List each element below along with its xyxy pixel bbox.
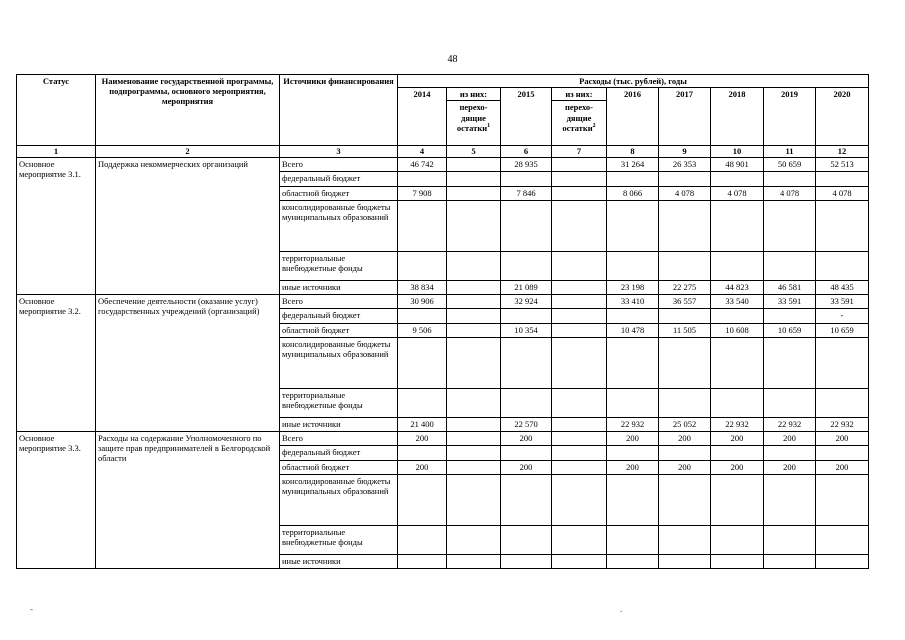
header-carryover-text: перехо-дящие остатки bbox=[562, 102, 593, 133]
value-cell: 33 540 bbox=[711, 294, 764, 308]
value-cell bbox=[552, 294, 607, 308]
value-cell: 48 901 bbox=[711, 157, 764, 171]
column-number: 8 bbox=[607, 146, 659, 157]
source-cell: федеральный бюджет bbox=[280, 308, 398, 323]
value-cell: 38 834 bbox=[398, 280, 447, 294]
value-cell: 30 906 bbox=[398, 294, 447, 308]
value-cell bbox=[447, 388, 501, 417]
value-cell bbox=[501, 525, 552, 554]
source-cell: иные источники bbox=[280, 417, 398, 431]
header-of-them: из них: bbox=[552, 88, 607, 101]
value-cell: 7 908 bbox=[398, 186, 447, 200]
value-cell bbox=[501, 474, 552, 525]
expenses-table bbox=[16, 74, 869, 569]
value-cell bbox=[447, 294, 501, 308]
value-cell bbox=[659, 200, 711, 251]
value-cell bbox=[711, 308, 764, 323]
value-cell bbox=[552, 337, 607, 388]
column-number: 2 bbox=[96, 146, 280, 157]
source-cell: территориальные внебюджетные фонды bbox=[280, 525, 398, 554]
source-cell: консолидированные бюджеты муниципальных образований bbox=[280, 337, 398, 388]
value-cell: 28 935 bbox=[501, 157, 552, 171]
column-number: 6 bbox=[501, 146, 552, 157]
scan-artifact: . bbox=[620, 604, 623, 614]
value-cell: 33 410 bbox=[607, 294, 659, 308]
table-row bbox=[17, 431, 869, 445]
value-cell: 52 513 bbox=[816, 157, 869, 171]
status-cell: Основное мероприятие 3.1. bbox=[17, 157, 96, 294]
value-cell bbox=[398, 200, 447, 251]
value-cell bbox=[764, 388, 816, 417]
page-number: 48 bbox=[447, 54, 458, 65]
source-cell: иные источники bbox=[280, 554, 398, 568]
value-cell bbox=[607, 525, 659, 554]
value-cell bbox=[447, 554, 501, 568]
program-name-cell: Поддержка некоммерческих организаций bbox=[96, 157, 280, 294]
column-number: 10 bbox=[711, 146, 764, 157]
value-cell: 26 353 bbox=[659, 157, 711, 171]
value-cell bbox=[501, 308, 552, 323]
value-cell: 48 435 bbox=[816, 280, 869, 294]
value-cell bbox=[816, 200, 869, 251]
status-cell: Основное мероприятие 3.2. bbox=[17, 294, 96, 431]
value-cell bbox=[398, 525, 447, 554]
header-year: 2016 bbox=[607, 88, 659, 146]
source-cell: Всего bbox=[280, 294, 398, 308]
value-cell: 10 354 bbox=[501, 323, 552, 337]
value-cell: 22 932 bbox=[764, 417, 816, 431]
value-cell bbox=[501, 388, 552, 417]
source-cell: территориальные внебюджетные фонды bbox=[280, 251, 398, 280]
program-name-cell: Обеспечение деятельности (оказание услуг) государственных учреждений (организаций) bbox=[96, 294, 280, 431]
value-cell bbox=[552, 460, 607, 474]
value-cell: 10 478 bbox=[607, 323, 659, 337]
value-cell bbox=[552, 525, 607, 554]
value-cell: 200 bbox=[607, 460, 659, 474]
value-cell: 4 078 bbox=[659, 186, 711, 200]
value-cell bbox=[816, 445, 869, 460]
value-cell: 22 932 bbox=[816, 417, 869, 431]
value-cell bbox=[764, 171, 816, 186]
header-sources: Источники финансирования bbox=[280, 75, 398, 146]
value-cell: 50 659 bbox=[764, 157, 816, 171]
column-number: 5 bbox=[447, 146, 501, 157]
column-number: 1 bbox=[17, 146, 96, 157]
value-cell: 200 bbox=[711, 460, 764, 474]
value-cell: 31 264 bbox=[607, 157, 659, 171]
value-cell: 22 570 bbox=[501, 417, 552, 431]
value-cell bbox=[501, 171, 552, 186]
value-cell: 44 823 bbox=[711, 280, 764, 294]
value-cell: 9 506 bbox=[398, 323, 447, 337]
value-cell bbox=[711, 525, 764, 554]
value-cell bbox=[764, 554, 816, 568]
value-cell: 4 078 bbox=[711, 186, 764, 200]
value-cell bbox=[764, 474, 816, 525]
source-cell: иные источники bbox=[280, 280, 398, 294]
value-cell: 4 078 bbox=[764, 186, 816, 200]
value-cell bbox=[659, 308, 711, 323]
value-cell: 22 275 bbox=[659, 280, 711, 294]
value-cell bbox=[552, 417, 607, 431]
source-cell: федеральный бюджет bbox=[280, 171, 398, 186]
value-cell bbox=[552, 171, 607, 186]
value-cell bbox=[816, 388, 869, 417]
value-cell bbox=[607, 474, 659, 525]
value-cell bbox=[607, 554, 659, 568]
value-cell: 36 557 bbox=[659, 294, 711, 308]
value-cell bbox=[711, 445, 764, 460]
source-cell: Всего bbox=[280, 157, 398, 171]
value-cell bbox=[398, 474, 447, 525]
value-cell: 200 bbox=[659, 460, 711, 474]
header-carryover-text: перехо-дящие остатки bbox=[456, 102, 488, 133]
value-cell bbox=[607, 171, 659, 186]
value-cell bbox=[552, 280, 607, 294]
value-cell bbox=[501, 445, 552, 460]
source-cell: федеральный бюджет bbox=[280, 445, 398, 460]
value-cell bbox=[607, 445, 659, 460]
value-cell bbox=[607, 308, 659, 323]
value-cell: 21 400 bbox=[398, 417, 447, 431]
value-cell bbox=[398, 251, 447, 280]
value-cell: 22 932 bbox=[607, 417, 659, 431]
value-cell bbox=[659, 554, 711, 568]
footnote-mark: 1 bbox=[487, 122, 491, 129]
column-number-row bbox=[17, 146, 869, 157]
value-cell bbox=[447, 308, 501, 323]
source-cell: консолидированные бюджеты муниципальных образований bbox=[280, 474, 398, 525]
value-cell: 8 066 bbox=[607, 186, 659, 200]
value-cell bbox=[659, 388, 711, 417]
value-cell: 33 591 bbox=[764, 294, 816, 308]
column-number: 7 bbox=[552, 146, 607, 157]
value-cell: 7 846 bbox=[501, 186, 552, 200]
value-cell: 33 591 bbox=[816, 294, 869, 308]
scan-artifact: - bbox=[30, 604, 33, 614]
value-cell bbox=[711, 251, 764, 280]
value-cell bbox=[447, 474, 501, 525]
value-cell: 4 078 bbox=[816, 186, 869, 200]
value-cell bbox=[607, 337, 659, 388]
value-cell bbox=[607, 200, 659, 251]
value-cell bbox=[447, 280, 501, 294]
value-cell bbox=[816, 525, 869, 554]
header-name: Наименование государственной программы, подпрограммы, основного мероприятия, мероприятия bbox=[96, 75, 280, 146]
header-status: Статус bbox=[17, 75, 96, 146]
header-year: 2019 bbox=[764, 88, 816, 146]
header-year: 2014 bbox=[398, 88, 447, 146]
value-cell bbox=[398, 337, 447, 388]
value-cell bbox=[816, 171, 869, 186]
value-cell bbox=[447, 157, 501, 171]
header-year: 2020 bbox=[816, 88, 869, 146]
header-year: 2017 bbox=[659, 88, 711, 146]
value-cell: 200 bbox=[711, 431, 764, 445]
source-cell: областной бюджет bbox=[280, 323, 398, 337]
value-cell bbox=[552, 474, 607, 525]
value-cell bbox=[764, 200, 816, 251]
header-year: 2015 bbox=[501, 88, 552, 146]
value-cell: 23 198 bbox=[607, 280, 659, 294]
value-cell bbox=[552, 323, 607, 337]
value-cell bbox=[501, 251, 552, 280]
value-cell bbox=[501, 337, 552, 388]
value-cell bbox=[607, 251, 659, 280]
value-cell bbox=[659, 474, 711, 525]
value-cell bbox=[659, 337, 711, 388]
source-cell: областной бюджет bbox=[280, 460, 398, 474]
value-cell bbox=[659, 251, 711, 280]
column-number: 9 bbox=[659, 146, 711, 157]
column-number: 12 bbox=[816, 146, 869, 157]
value-cell: 22 932 bbox=[711, 417, 764, 431]
column-number: 4 bbox=[398, 146, 447, 157]
column-number: 3 bbox=[280, 146, 398, 157]
value-cell bbox=[552, 200, 607, 251]
table-row bbox=[17, 294, 869, 308]
value-cell bbox=[659, 171, 711, 186]
value-cell bbox=[711, 200, 764, 251]
value-cell bbox=[552, 431, 607, 445]
value-cell: 46 742 bbox=[398, 157, 447, 171]
source-cell: областной бюджет bbox=[280, 186, 398, 200]
value-cell: 10 608 bbox=[711, 323, 764, 337]
value-cell bbox=[447, 323, 501, 337]
value-cell bbox=[711, 337, 764, 388]
value-cell bbox=[447, 525, 501, 554]
value-cell bbox=[552, 157, 607, 171]
value-cell bbox=[764, 525, 816, 554]
value-cell bbox=[398, 554, 447, 568]
value-cell bbox=[552, 251, 607, 280]
footnote-mark: 2 bbox=[592, 122, 596, 129]
value-cell: 200 bbox=[501, 460, 552, 474]
value-cell bbox=[447, 431, 501, 445]
value-cell bbox=[398, 171, 447, 186]
value-cell bbox=[552, 186, 607, 200]
value-cell bbox=[711, 554, 764, 568]
status-cell: Основное мероприятие 3.3. bbox=[17, 431, 96, 568]
value-cell bbox=[816, 337, 869, 388]
value-cell bbox=[501, 554, 552, 568]
value-cell: 25 052 bbox=[659, 417, 711, 431]
value-cell bbox=[764, 308, 816, 323]
value-cell: 200 bbox=[398, 431, 447, 445]
value-cell bbox=[447, 251, 501, 280]
value-cell: 200 bbox=[659, 431, 711, 445]
column-number: 11 bbox=[764, 146, 816, 157]
header-of-them: из них: bbox=[447, 88, 501, 101]
header-carryover bbox=[447, 101, 501, 146]
value-cell bbox=[447, 186, 501, 200]
value-cell bbox=[764, 445, 816, 460]
value-cell: 10 659 bbox=[816, 323, 869, 337]
value-cell bbox=[816, 251, 869, 280]
value-cell bbox=[447, 445, 501, 460]
value-cell bbox=[711, 388, 764, 417]
source-cell: территориальные внебюджетные фонды bbox=[280, 388, 398, 417]
program-name-cell: Расходы на содержание Уполномоченного по защите прав предпринимателей в Белгородской области bbox=[96, 431, 280, 568]
value-cell: 10 659 bbox=[764, 323, 816, 337]
value-cell bbox=[659, 525, 711, 554]
value-cell bbox=[552, 388, 607, 417]
table-row bbox=[17, 157, 869, 171]
value-cell bbox=[447, 200, 501, 251]
value-cell bbox=[552, 554, 607, 568]
value-cell: 200 bbox=[607, 431, 659, 445]
value-cell: 200 bbox=[764, 460, 816, 474]
value-cell: 200 bbox=[816, 460, 869, 474]
value-cell bbox=[816, 474, 869, 525]
value-cell: 21 089 bbox=[501, 280, 552, 294]
value-cell: 11 505 bbox=[659, 323, 711, 337]
value-cell bbox=[398, 445, 447, 460]
header-year: 2018 bbox=[711, 88, 764, 146]
value-cell bbox=[447, 337, 501, 388]
value-cell bbox=[501, 200, 552, 251]
value-cell bbox=[447, 171, 501, 186]
value-cell: 32 924 bbox=[501, 294, 552, 308]
value-cell bbox=[398, 308, 447, 323]
value-cell bbox=[659, 445, 711, 460]
value-cell bbox=[816, 554, 869, 568]
value-cell bbox=[711, 171, 764, 186]
value-cell bbox=[447, 417, 501, 431]
value-cell: 200 bbox=[398, 460, 447, 474]
header-expenses: Расходы (тыс. рублей), годы bbox=[398, 75, 869, 88]
source-cell: Всего bbox=[280, 431, 398, 445]
value-cell: 46 581 bbox=[764, 280, 816, 294]
value-cell bbox=[398, 388, 447, 417]
value-cell bbox=[447, 460, 501, 474]
value-cell bbox=[552, 445, 607, 460]
header-carryover bbox=[552, 101, 607, 146]
value-cell bbox=[607, 388, 659, 417]
value-cell bbox=[764, 337, 816, 388]
value-cell bbox=[552, 308, 607, 323]
source-cell: консолидированные бюджеты муниципальных образований bbox=[280, 200, 398, 251]
value-cell: 200 bbox=[816, 431, 869, 445]
value-cell bbox=[764, 251, 816, 280]
value-cell bbox=[711, 474, 764, 525]
value-cell: 200 bbox=[501, 431, 552, 445]
value-cell: - bbox=[816, 308, 869, 323]
value-cell: 200 bbox=[764, 431, 816, 445]
